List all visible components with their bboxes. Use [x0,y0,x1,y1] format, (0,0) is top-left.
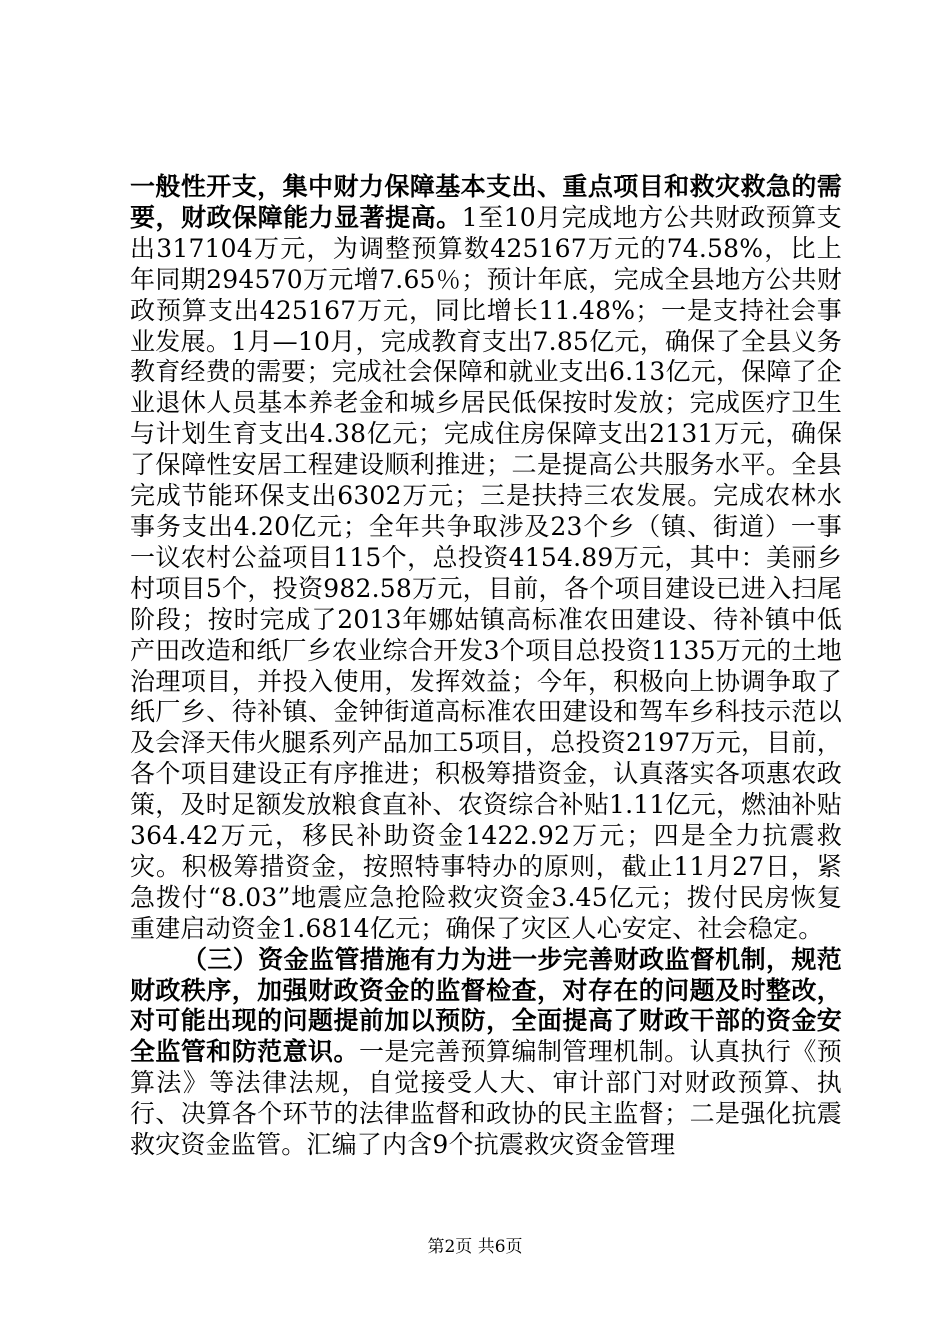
document-body [130,172,842,1161]
page-number-label: 第2页 共6页 [427,1237,523,1257]
paragraph-2-text: 一是完善预算编制管理机制。认真执行《预算法》等法律法规，自觉接受人大、审计部门对财政预算、执行、决算各个环节的法律监督和政协的民主监督；二是强化抗震救灾资金监管。汇编了内含9个抗震救灾资金管理 [130,1037,842,1160]
paragraph-1 [130,172,842,945]
paragraph-2 [130,945,842,1161]
paragraph-1-bold-lead: 一般性开支，集中财力保障基本支出、重点项目和救灾救急的需要，财政保障能力显著提高。 [130,172,842,232]
paragraph-1-text: 1至10月完成地方公共财政预算支出317104万元，为调整预算数425167万元的74.58%，比上年同期294570万元增7.65％；预计年底，完成全县地方公共财政预算支出425167万元，同比增长11.48%；一是支持社会事业发展。1月—10月，完成教育支出7.85亿元，确保了全县义务教育经费的需要；完成社会保障和就业支出6.13亿元，保障了企业退休人员基本养老金和城乡居民低保按时发放；完成医疗卫生与计划生育支出4.38亿元；完成住房保障支出2131万元，确保了保障性安居工程建设顺利推进；二是提高公共服务水平。全县完成节能环保支出6302万元；三是扶持三农发展。完成农林水事务支出4.20亿元；全年共争取涉及23个乡（镇、街道）一事一议农村公益项目115个，总投资4154.89万元，其中：美丽乡村项目5个，投资982.58万元，目前，各个项目建设已进入扫尾阶段；按时完成了2013年娜姑镇高标准农田建设、待补镇中低产田改造和纸厂乡农业综合开发3个项目总投资1135万元的土地治理项目，并投入使用，发挥效益；今年，积极向上协调争取了纸厂乡、待补镇、金钟街道高标准农田建设和驾车乡科技示范以及会泽天伟火腿系列产品加工5项目，总投资2197万元，目前，各个项目建设正有序推进；积极筹措资金，认真落实各项惠农政策，及时足额发放粮食直补、农资综合补贴1.11亿元，燃油补贴364.42万元，移民补助资金1422.92万元；四是全力抗震救灾。积极筹措资金，按照特事特办的原则，截止11月27日，紧急拨付“8.03”地震应急抢险救灾资金3.45亿元；拨付民房恢复重建启动资金1.6814亿元；确保了灾区人心安定、社会稳定。 [130,202,842,943]
page-footer [0,1237,950,1257]
paragraph-2-bold-lead: （三）资金监管措施有力为进一步完善财政监督机制，规范财政秩序，加强财政资金的监督检查，对存在的问题及时整改，对可能出现的问题提前加以预防，全面提高了财政干部的资金安全监管和防范意识。 [130,944,842,1067]
